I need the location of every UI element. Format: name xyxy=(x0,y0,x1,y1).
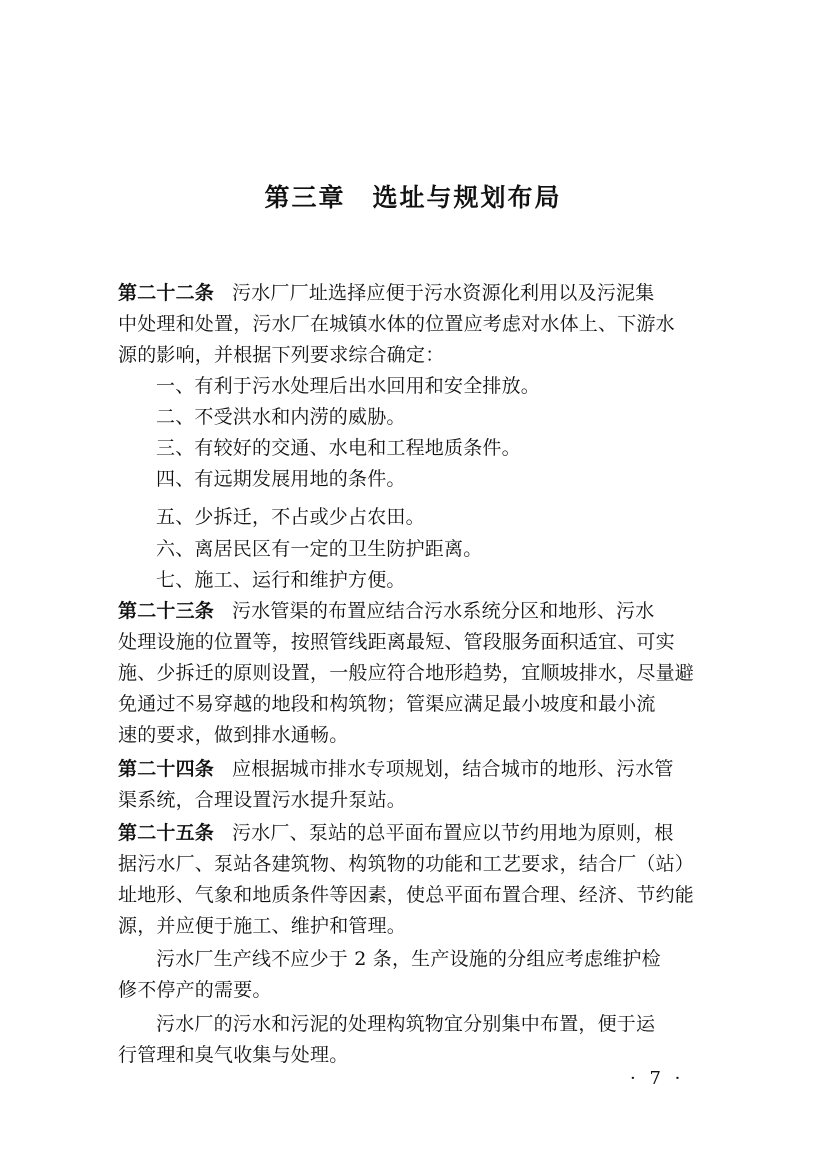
article-25-para2-line-1: 污水厂生产线不应少于 2 条，生产设施的分组应考虑维护检 xyxy=(156,948,661,970)
article-25-line-2: 据污水厂、泵站各建筑物、构筑物的功能和工艺要求，结合厂（站） xyxy=(118,853,695,875)
article-25-label: 第二十五条 xyxy=(118,822,215,844)
article-22-item: 二、不受洪水和内涝的威胁。 xyxy=(156,406,406,428)
article-23-line-2: 处理设施的位置等，按照管线距离最短、管段服务面积适宜、可实 xyxy=(118,631,675,653)
article-23-line-3: 施、少拆迁的原则设置，一般应符合地形趋势，宜顺坡排水，尽量避 xyxy=(118,662,695,684)
article-23-line-4: 免通过不易穿越的地段和构筑物；管渠应满足最小坡度和最小流 xyxy=(118,693,656,715)
article-22-item: 一、有利于污水处理后出水回用和安全排放。 xyxy=(156,375,541,397)
article-25-para3-line-1: 污水厂的污水和污泥的处理构筑物宜分别集中布置，便于运 xyxy=(156,1013,656,1035)
article-22-line-1: 第二十二条 污水厂厂址选择应便于污水资源化利用以及污泥集 xyxy=(118,282,655,304)
article-24-label: 第二十四条 xyxy=(118,758,215,780)
article-22-label: 第二十二条 xyxy=(118,282,215,304)
article-23-label: 第二十三条 xyxy=(118,600,215,622)
article-25-line-3: 址地形、气象和地质条件等因素，使总平面布置合理、经济、节约能 xyxy=(118,884,695,906)
article-22-item: 六、离居民区有一定的卫生防护距离。 xyxy=(156,538,483,560)
article-25-para3-line-2: 行管理和臭气收集与处理。 xyxy=(118,1044,349,1066)
article-22-item: 三、有较好的交通、水电和工程地质条件。 xyxy=(156,437,521,459)
article-22-item: 五、少拆迁，不占或少占农田。 xyxy=(156,506,425,528)
article-23-line-5: 速的要求，做到排水通畅。 xyxy=(118,724,349,746)
article-25-para2-line-2: 修不停产的需要。 xyxy=(118,979,272,1001)
article-23-line-1: 第二十三条 污水管渠的布置应结合污水系统分区和地形、污水 xyxy=(118,600,655,622)
article-22-line-3: 源的影响，并根据下列要求综合确定： xyxy=(118,344,445,366)
chapter-title: 第三章 选址与规划布局 xyxy=(264,183,562,212)
page-number: · 7 · xyxy=(630,1068,685,1089)
article-25-line-4: 源，并应便于施工、维护和管理。 xyxy=(118,915,407,937)
article-22-item: 七、施工、运行和维护方便。 xyxy=(156,569,406,591)
article-25-line-1: 第二十五条 污水厂、泵站的总平面布置应以节约用地为原则，根 xyxy=(118,822,674,844)
article-22-item: 四、有远期发展用地的条件。 xyxy=(156,468,406,490)
article-24-line-1: 第二十四条 应根据城市排水专项规划，结合城市的地形、污水管 xyxy=(118,758,674,780)
article-24-line-2: 渠系统，合理设置污水提升泵站。 xyxy=(118,789,407,811)
article-22-line-2: 中处理和处置，污水厂在城镇水体的位置应考虑对水体上、下游水 xyxy=(118,313,675,335)
